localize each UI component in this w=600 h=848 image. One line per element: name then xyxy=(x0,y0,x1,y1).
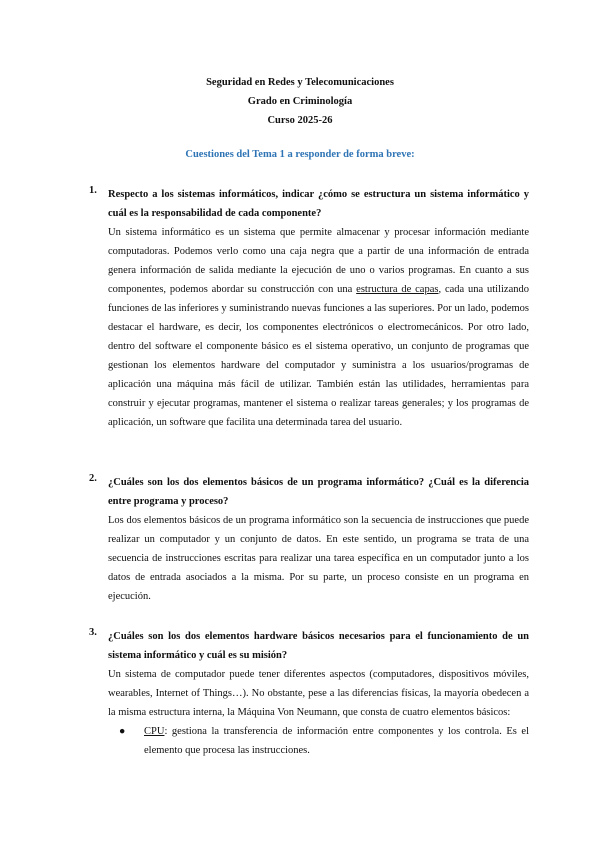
question-title: ¿Cuáles son los dos elementos básicos de un programa informático? ¿Cuál es la diferencia entre programa y proceso? xyxy=(108,477,529,507)
answer-text: , cada una utilizando funciones de las inferiores y suministrando nuevas funciones a las superiores. Por un lado, podemos destacar el hardware, es decir, los componentes electrónicos o electromecánicos. Por otro lado, dentro del software el componente básico es el sistema operativo, un conjunto de programas que gestionan los elementos hardware del computador y suministra a los usuarios/programas de aplicación una máquina más fácil de utilizar. También están las utilidades, herramientas para construir y ejecutar programas, mantener el sistema o realizar tareas generales; y los programas de aplicación, un software que facilita una determinada tarea del usuario. xyxy=(108,284,530,428)
bullet-icon: ● xyxy=(119,726,126,737)
question-title: ¿Cuáles son los dos elementos hardware básicos necesarios para el funcionamiento de un sistema informático y cuál es su misión? xyxy=(108,631,529,661)
academic-year: Curso 2025-26 xyxy=(267,115,333,126)
document-header xyxy=(0,73,600,130)
answer-text: Un sistema informático es un sistema que permite almacenar y procesar información mediante computadoras. Podemos verlo como una caja negra que a partir de una información de entrada genera información de salida mediante la ejecución de uno o varios programas. En cuanto a sus componentes, podemos abordar su construcción con una xyxy=(108,227,529,295)
degree-name: Grado en Criminología xyxy=(247,96,353,107)
question-2 xyxy=(89,473,529,606)
question-number: 2. xyxy=(89,473,97,484)
question-3 xyxy=(89,627,529,760)
question-answer: Los dos elementos básicos de un programa informático son la secuencia de instrucciones que puede realizar un computador y un conjunto de datos. En este sentido, un programa se trata de una secuencia de instrucciones escritas para realizar una tarea específica en un computador junto a los datos de entrada asociados a la misma. Por su parte, un proceso consiste en un programa en ejecución. xyxy=(108,515,529,602)
question-title: Respecto a los sistemas informáticos, indicar ¿cómo se estructura un sistema informático y cuál es la responsabilidad de cada componente? xyxy=(108,189,529,219)
course-title: Seguridad en Redes y Telecomunicaciones xyxy=(206,77,394,88)
list-item-text: : gestiona la transferencia de información entre componentes y los controla. Es el elemento que procesa las instrucciones. xyxy=(144,726,529,756)
list-item xyxy=(119,722,529,760)
question-answer: Un sistema de computador puede tener diferentes aspectos (computadores, dispositivos móviles, wearables, Internet of Things…). No obstante, pese a las diferencias físicas, la mayoría obedecen a la misma estructura interna, la Máquina Von Neumann, que consta de cuatro elementos básicos: xyxy=(108,669,529,718)
underlined-term: CPU xyxy=(144,726,165,737)
question-answer xyxy=(108,223,529,432)
underlined-term: estructura de capas xyxy=(356,284,439,295)
question-number: 3. xyxy=(89,627,97,638)
question-number: 1. xyxy=(89,185,97,196)
question-1 xyxy=(89,185,529,432)
section-subtitle: Cuestiones del Tema 1 a responder de forma breve: xyxy=(185,149,415,160)
